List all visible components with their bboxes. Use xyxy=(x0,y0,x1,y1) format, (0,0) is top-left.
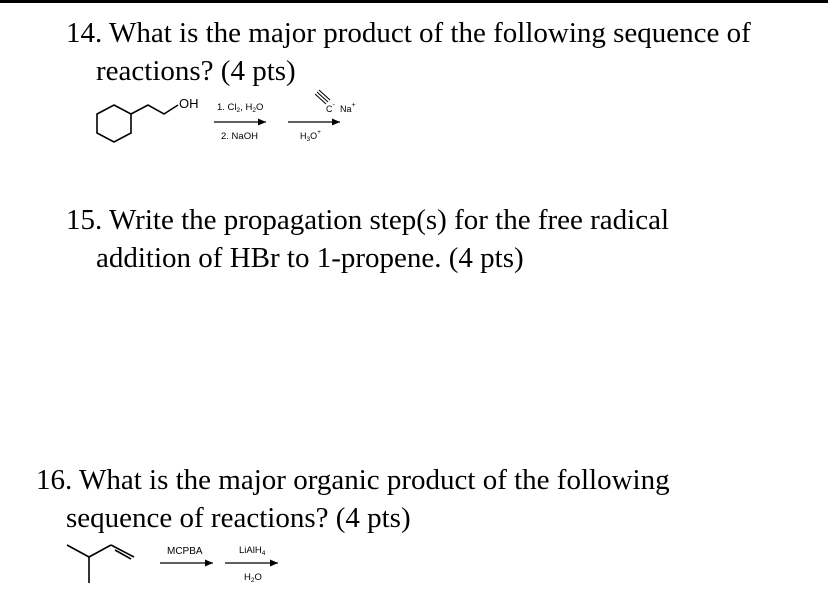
cyclohexane-ring xyxy=(97,105,131,142)
q14-starting-material xyxy=(97,105,178,142)
q14-arrow-1 xyxy=(214,119,266,126)
q14-workup: $H_3O^+$ xyxy=(300,129,321,143)
question-15-line-1: 15. Write the propagation step(s) for the free radical xyxy=(66,204,670,236)
chain-bond xyxy=(89,545,111,557)
q14-arrow-2 xyxy=(288,119,340,126)
methyl-branch-left xyxy=(67,545,89,557)
acetylide-triple-bond xyxy=(315,90,330,104)
question-14-line-2: reactions? (4 pts) xyxy=(96,55,296,87)
sodium-counterion: Na+ xyxy=(340,102,356,114)
double-bond-outer xyxy=(111,545,134,557)
acetylide-carbon: C- xyxy=(326,102,335,114)
question-16-line-2: sequence of reactions? (4 pts) xyxy=(66,502,411,534)
question-14-line-1: 14. What is the major product of the following sequence of xyxy=(66,17,751,49)
q16-arrow-2 xyxy=(225,560,278,567)
question-15-line-2: addition of HBr to 1-propene. (4 pts) xyxy=(96,242,524,274)
q16-workup: $H_2O$ xyxy=(244,572,262,584)
q16-reagent-lialh4: LiAlH$_4$ xyxy=(239,545,266,557)
hydroxyl-label: OH xyxy=(179,96,199,111)
q16-starting-material xyxy=(67,545,134,583)
q16-arrow-1 xyxy=(160,560,213,567)
ethyl-chain xyxy=(131,105,178,114)
q14-reagent-2: 2. NaOH xyxy=(221,131,258,142)
question-16-line-1: 16. What is the major organic product of the following xyxy=(36,464,670,496)
q14-reagent-1: 1. $Cl_2$, $H_2O$ xyxy=(217,102,264,114)
q16-reagent-mcpba: MCPBA xyxy=(167,546,203,557)
